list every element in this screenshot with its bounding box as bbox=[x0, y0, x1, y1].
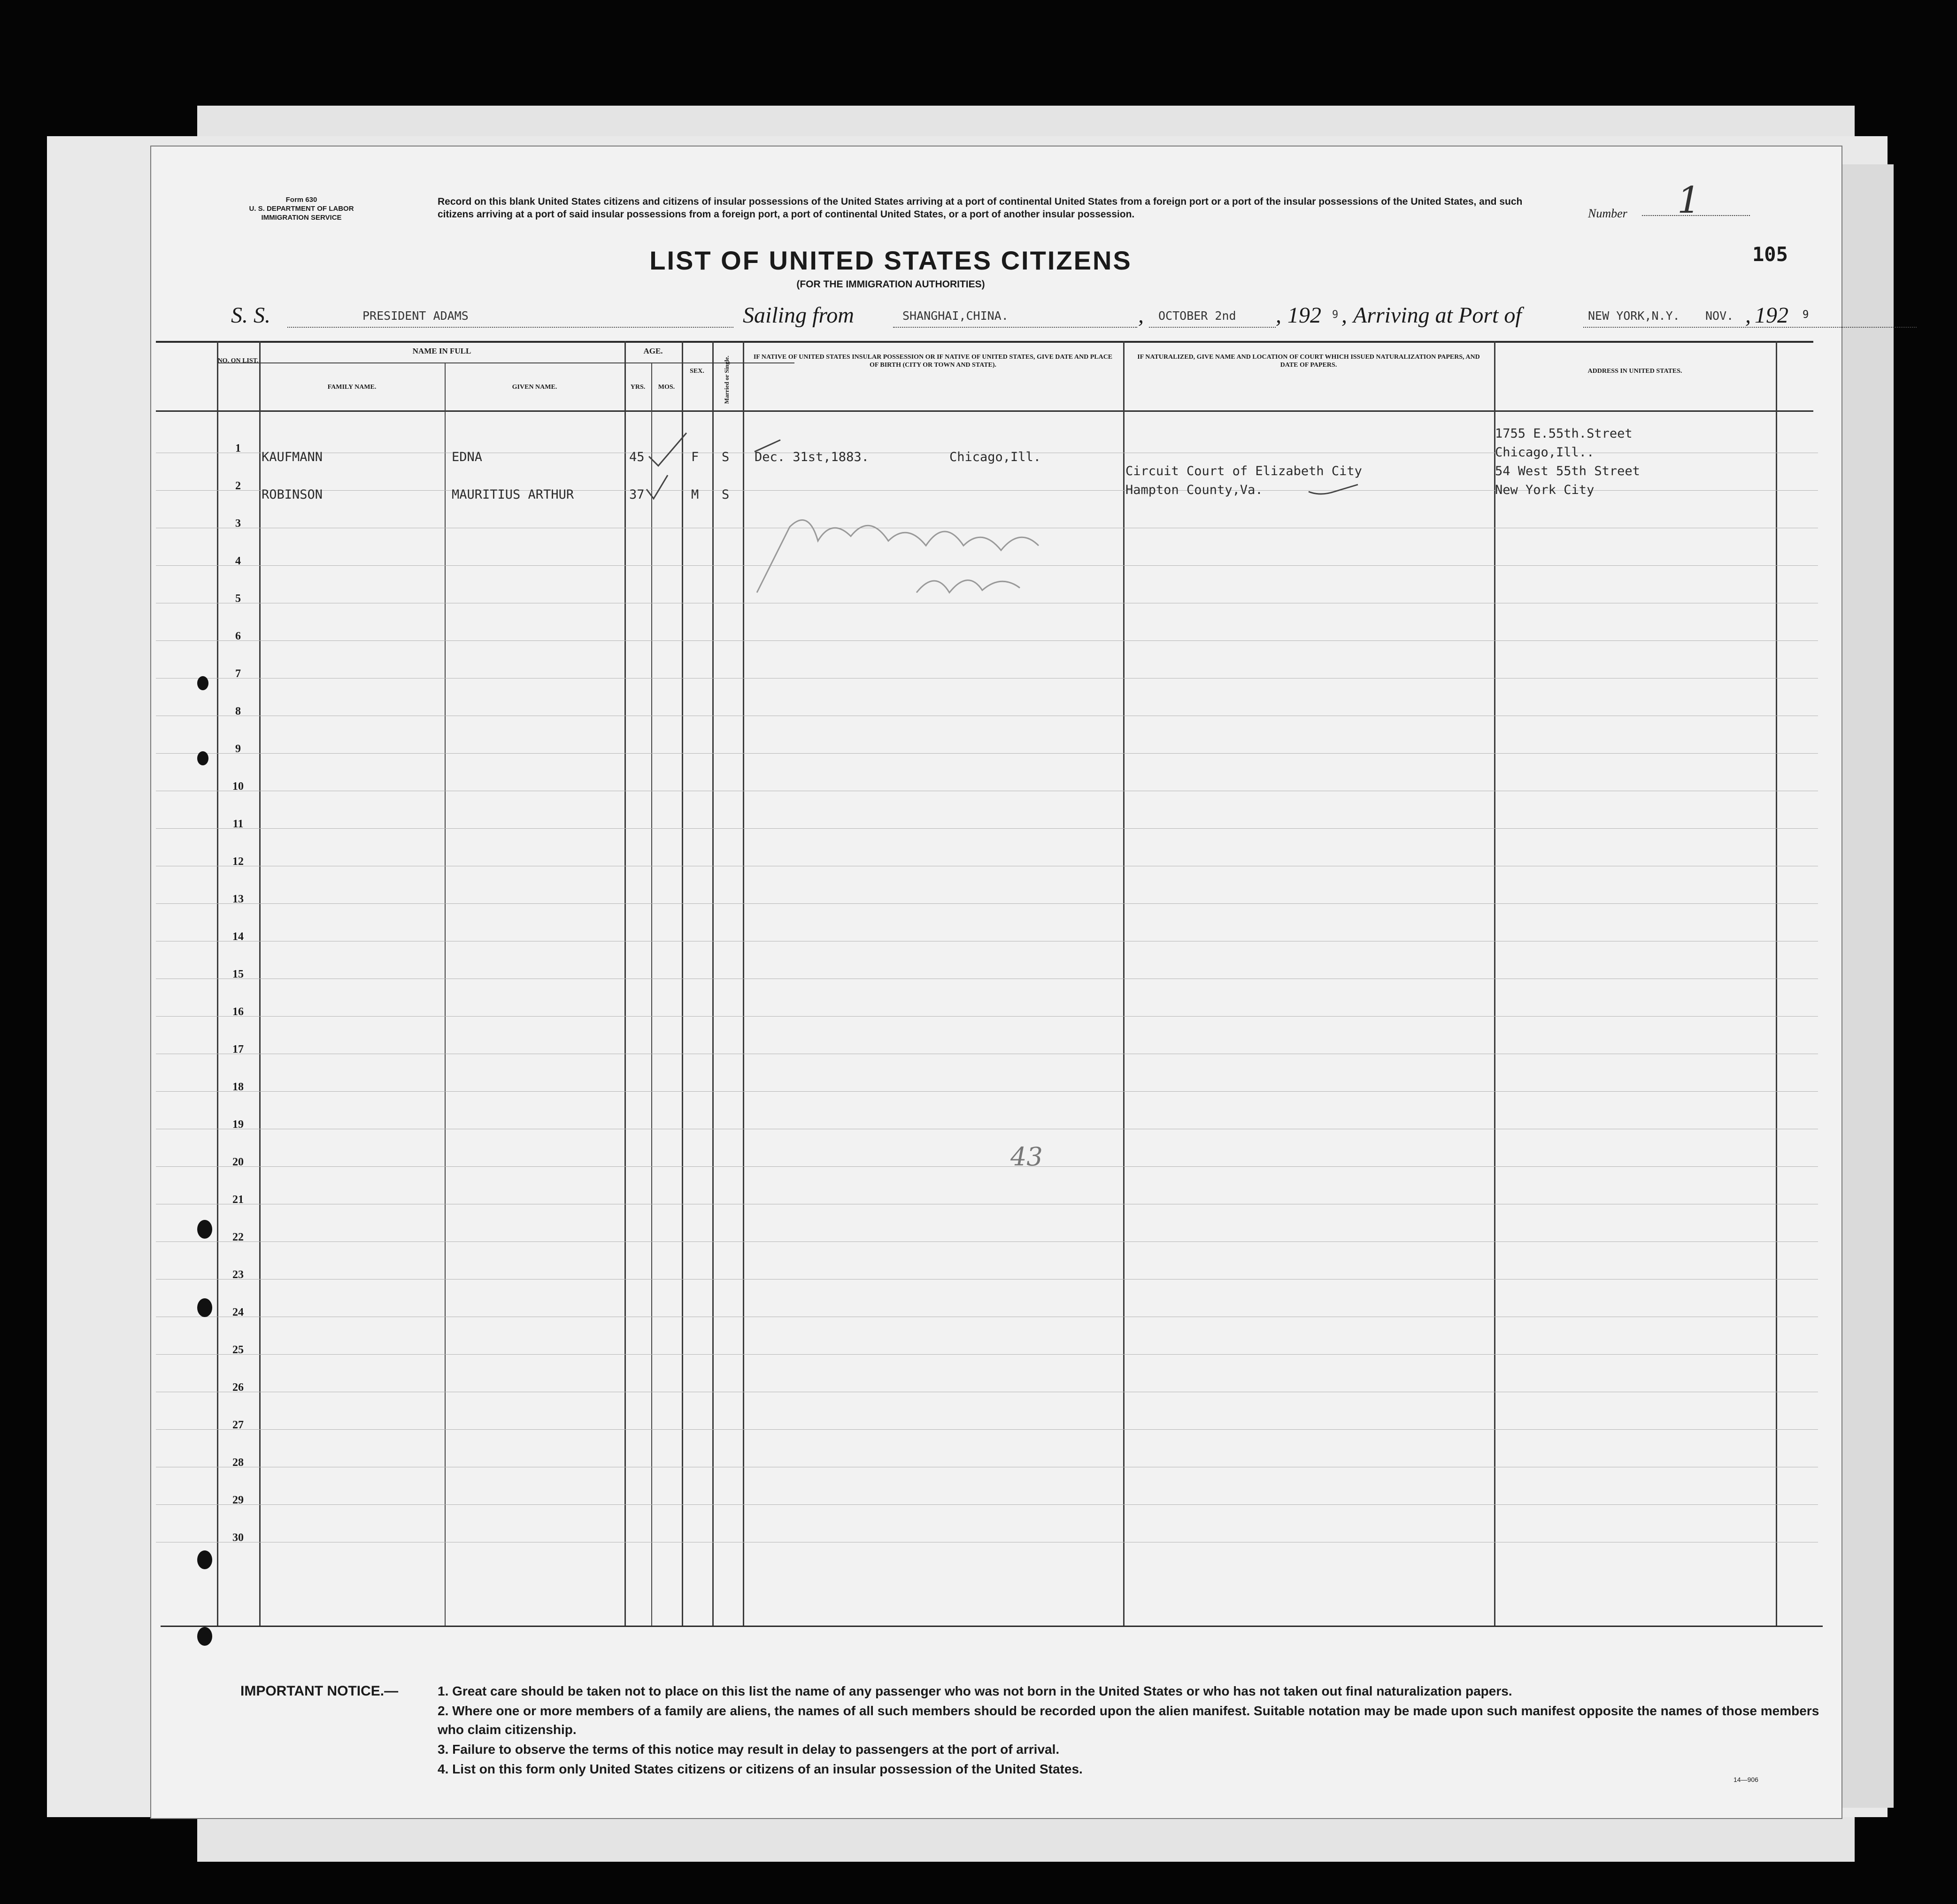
row-number: 3 bbox=[235, 517, 241, 530]
entry-sex: M bbox=[691, 487, 699, 502]
col-divider bbox=[217, 341, 218, 1626]
check-mark bbox=[1306, 480, 1363, 499]
row-number: 17 bbox=[232, 1043, 244, 1056]
binder-hole bbox=[197, 1298, 212, 1317]
row-number: 26 bbox=[232, 1381, 244, 1394]
form-subtitle: (FOR THE IMMIGRATION AUTHORITIES) bbox=[796, 279, 985, 290]
row-number: 29 bbox=[232, 1494, 244, 1506]
row-number: 23 bbox=[232, 1269, 244, 1281]
arrival-port: NEW YORK,N.Y. bbox=[1588, 309, 1680, 323]
row-number: 2 bbox=[235, 480, 241, 492]
row-number: 30 bbox=[232, 1532, 244, 1544]
departure-year-digit: 9 bbox=[1332, 309, 1339, 321]
service-name: IMMIGRATION SERVICE bbox=[261, 214, 342, 222]
row-number: 24 bbox=[232, 1306, 244, 1318]
departure-port: SHANGHAI,CHINA. bbox=[902, 309, 1009, 323]
notice-lead: IMPORTANT NOTICE.— bbox=[240, 1683, 399, 1699]
table-top-rule bbox=[156, 341, 1813, 343]
col-divider bbox=[624, 341, 626, 1626]
row-number: 15 bbox=[232, 968, 244, 980]
binder-hole bbox=[197, 1550, 212, 1569]
list-number: 1 bbox=[1677, 179, 1701, 222]
ss-label: S. S. bbox=[231, 303, 270, 328]
row-number: 25 bbox=[232, 1344, 244, 1356]
row-number: 22 bbox=[232, 1231, 244, 1243]
notice-item-2: 2. Where one or more members of a family are aliens, the names of all such members should be recorded upon the alien manifest. Suitable notation may be made upon such manifest opposite the names of those members who claim citizenship. bbox=[438, 1704, 1819, 1737]
entry-court-line1: Circuit Court of Elizabeth City bbox=[1125, 464, 1362, 478]
row-number: 13 bbox=[232, 893, 244, 905]
binder-hole bbox=[197, 1627, 212, 1646]
pencil-notation bbox=[747, 499, 1076, 602]
table-bottom-rule bbox=[161, 1626, 1823, 1627]
col-divider bbox=[259, 341, 261, 1626]
row-number: 27 bbox=[232, 1419, 244, 1431]
header-given-name: GIVEN NAME. bbox=[512, 384, 557, 391]
entry-given-name: MAURITIUS ARTHUR bbox=[452, 487, 574, 502]
department-name: U. S. DEPARTMENT OF LABOR bbox=[249, 205, 354, 213]
arrival-date: NOV. bbox=[1705, 309, 1734, 323]
col-divider bbox=[682, 341, 683, 1626]
entry-age-years: 45 bbox=[629, 450, 645, 464]
entry-birth-place: Chicago,Ill. bbox=[949, 450, 1041, 464]
page-number: 105 bbox=[1752, 243, 1788, 266]
entry-address-line1: 54 West 55th Street bbox=[1495, 464, 1640, 478]
record-instructions: Record on this blank United States citizens and citizens of insular possessions of the United States arriving at a port of continental United States from a foreign port or a port of the insular possessions of the United States, and such citizens arriving at a port of said insular possessions from a foreign port, a port of continental United States, or a port of another insular possession. bbox=[438, 196, 1523, 220]
entry-family-name: ROBINSON bbox=[262, 487, 323, 502]
subheader-rule bbox=[217, 362, 794, 363]
row-number: 16 bbox=[232, 1006, 244, 1018]
departure-date: OCTOBER 2nd bbox=[1158, 309, 1236, 323]
binder-hole bbox=[197, 751, 208, 765]
header-naturalized: IF NATURALIZED, GIVE NAME AND LOCATION OF COURT WHICH ISSUED NATURALIZATION PAPERS, AND DATE OF PAPERS. bbox=[1137, 354, 1480, 369]
header-yrs: YRS. bbox=[630, 384, 646, 391]
row-number: 4 bbox=[235, 555, 241, 567]
col-divider bbox=[1776, 341, 1777, 1626]
ship-name: PRESIDENT ADAMS bbox=[362, 309, 469, 323]
sailing-label: Sailing from bbox=[743, 303, 854, 328]
form-identifier bbox=[208, 195, 395, 222]
col-divider bbox=[712, 341, 714, 1626]
entry-given-name: EDNA bbox=[452, 450, 483, 464]
entry-address-line2: New York City bbox=[1495, 483, 1595, 497]
binder-hole bbox=[197, 1220, 212, 1239]
row-number: 11 bbox=[232, 818, 244, 830]
header-native-birth: IF NATIVE OF UNITED STATES INSULAR POSSESSION OR IF NATIVE OF UNITED STATES, GIVE DATE AND PLACE OF BIRTH (CITY OR TOWN AND STATE). bbox=[753, 354, 1113, 369]
number-label: Number bbox=[1588, 207, 1627, 220]
check-mark bbox=[752, 438, 799, 456]
col-divider bbox=[743, 341, 744, 1626]
check-marks bbox=[639, 428, 696, 513]
notice-item-3: 3. Failure to observe the terms of this notice may result in delay to passengers at the port of arrival. bbox=[438, 1742, 1060, 1757]
entry-age-years: 37 bbox=[629, 487, 645, 502]
binder-hole bbox=[197, 676, 208, 690]
row-number: 14 bbox=[232, 931, 244, 943]
header-family-name: FAMILY NAME. bbox=[327, 384, 377, 391]
row-number: 21 bbox=[232, 1194, 244, 1206]
header-sex: SEX. bbox=[690, 368, 704, 375]
header-age: AGE. bbox=[643, 347, 663, 355]
row-number: 18 bbox=[232, 1081, 244, 1093]
row-number: 19 bbox=[232, 1118, 244, 1131]
departure-year-prefix: 192 bbox=[1287, 303, 1321, 328]
entry-address-line1: 1755 E.55th.Street bbox=[1495, 426, 1633, 441]
print-code: 14—906 bbox=[1734, 1776, 1758, 1783]
arriving-label: Arriving at Port of bbox=[1353, 303, 1522, 328]
row-number: 7 bbox=[235, 668, 241, 680]
row-number: 12 bbox=[232, 856, 244, 868]
voyage-line: S. S. PRESIDENT ADAMS Sailing from SHANGHAI,CHINA. , OCTOBER 2nd , 192 9 , Arriving at Port of NEW YORK,N.Y. NOV. bbox=[231, 302, 1734, 335]
col-divider bbox=[1494, 341, 1495, 1626]
entry-family-name: KAUFMANN bbox=[262, 450, 323, 464]
header-name-in-full: NAME IN FULL bbox=[412, 347, 471, 355]
row-number: 8 bbox=[235, 705, 241, 717]
row-number: 28 bbox=[232, 1457, 244, 1469]
entry-sex: F bbox=[691, 450, 699, 464]
row-number: 9 bbox=[235, 743, 241, 755]
row-number: 20 bbox=[232, 1156, 244, 1168]
entry-address-line2: Chicago,Ill.. bbox=[1495, 445, 1595, 460]
header-no-on-list: NO. ON LIST. bbox=[217, 357, 259, 364]
row-number: 5 bbox=[235, 593, 241, 605]
form-number: Form 630 bbox=[285, 196, 317, 204]
row-number: 1 bbox=[235, 442, 241, 455]
stamp-number: 43 bbox=[1010, 1142, 1043, 1172]
row-number: 6 bbox=[235, 630, 241, 642]
entry-birth-date: Dec. 31st,1883. bbox=[755, 450, 869, 464]
header-address: ADDRESS IN UNITED STATES. bbox=[1587, 368, 1682, 375]
entry-court-line2: Hampton County,Va. bbox=[1125, 483, 1263, 497]
col-divider bbox=[1123, 341, 1125, 1626]
header-mos: MOS. bbox=[658, 384, 675, 391]
arrival-year-prefix: 192 bbox=[1755, 303, 1788, 328]
header-married-single: Married or Single. bbox=[723, 355, 730, 404]
citizen-list-form: Form 630 U. S. DEPARTMENT OF LABOR IMMIGRATION SERVICE Record on this blank United States citizens and citizens of insular possessions of the United States arriving at a port of continental United States from a foreign port or a port of the insular possessions of the United States, and such citizens arriving at a port of said insular possessions from a foreign port, a port of continental United States, or a port of another insular possession. Number 1 105 LIST OF UNITED STATES CITIZENS (FOR THE IMMIGRATION AUTHORITIES) S. S. PRESIDENT ADAMS Sailing from SHANGHAI,CHINA. , OCTOBER 2nd , 192 9 , Arriving at Port of NEW YORK,N.Y. NOV. 192 9 , NO. ON LIST. NAME IN FULL FAMILY NAME. GIVEN NAME. AGE. YRS. MOS. SEX. Married or Single. IF NATIVE OF UNITED STATES INSULAR POSSESSION OR IF NATIVE OF UNITED STATES, GIVE DATE AND PLACE OF BIRTH (CITY OR TOWN AND STATE). IF NATURALIZED, GIVE NAME AND LOCATION OF COURT WHICH ISSUED NATURALIZATION PAPERS, AND DATE OF PAPERS. ADDRESS IN UNITED STATES. 1 2 3 4 5 6 7 8 9 10 11 12 13 14 15 16 17 18 19 20 21 22 23 24 25 26 27 28 29 30 KAUFMANN EDNA 45 F S Dec. 31st,1883. Chicago,Ill. 1755 E.55th.Street Chicago,Ill.. ROBINSON MAURITIUS ARTHUR 37 M S Circuit Court of Elizabeth City Hampton County,Va. 54 West 55th Street New York City 43 IMPORTANT NOTICE.— 1. Great care should be taken not to place on this list the name of any passenger who was not born in the United States or who has not taken out final naturalization papers. 2. Where one or more members of a family are aliens, the names of all such members should be recorded upon the alien manifest. Suitable notation may be made upon such manifest opposite the names of those members who claim citizenship. 3. Failure to observe the terms of this notice may result in delay to passengers at the port of arrival. 4. List on this form only United States citizens or citizens of an insular possession of the United States. 14—906 bbox=[150, 146, 1842, 1819]
col-divider bbox=[445, 363, 446, 1626]
entry-marital-status: S bbox=[722, 450, 730, 464]
col-divider bbox=[651, 363, 652, 1626]
arrival-year-digit: 9 bbox=[1803, 309, 1809, 321]
header-bottom-rule bbox=[156, 410, 1813, 412]
notice-item-1: 1. Great care should be taken not to place on this list the name of any passenger who was not born in the United States or who has not taken out final naturalization papers. bbox=[438, 1684, 1512, 1698]
form-title: LIST OF UNITED STATES CITIZENS bbox=[649, 246, 1132, 275]
notice-item-4: 4. List on this form only United States citizens or citizens of an insular possession of the United States. bbox=[438, 1762, 1083, 1776]
entry-marital-status: S bbox=[722, 487, 730, 502]
row-number: 10 bbox=[232, 780, 244, 793]
